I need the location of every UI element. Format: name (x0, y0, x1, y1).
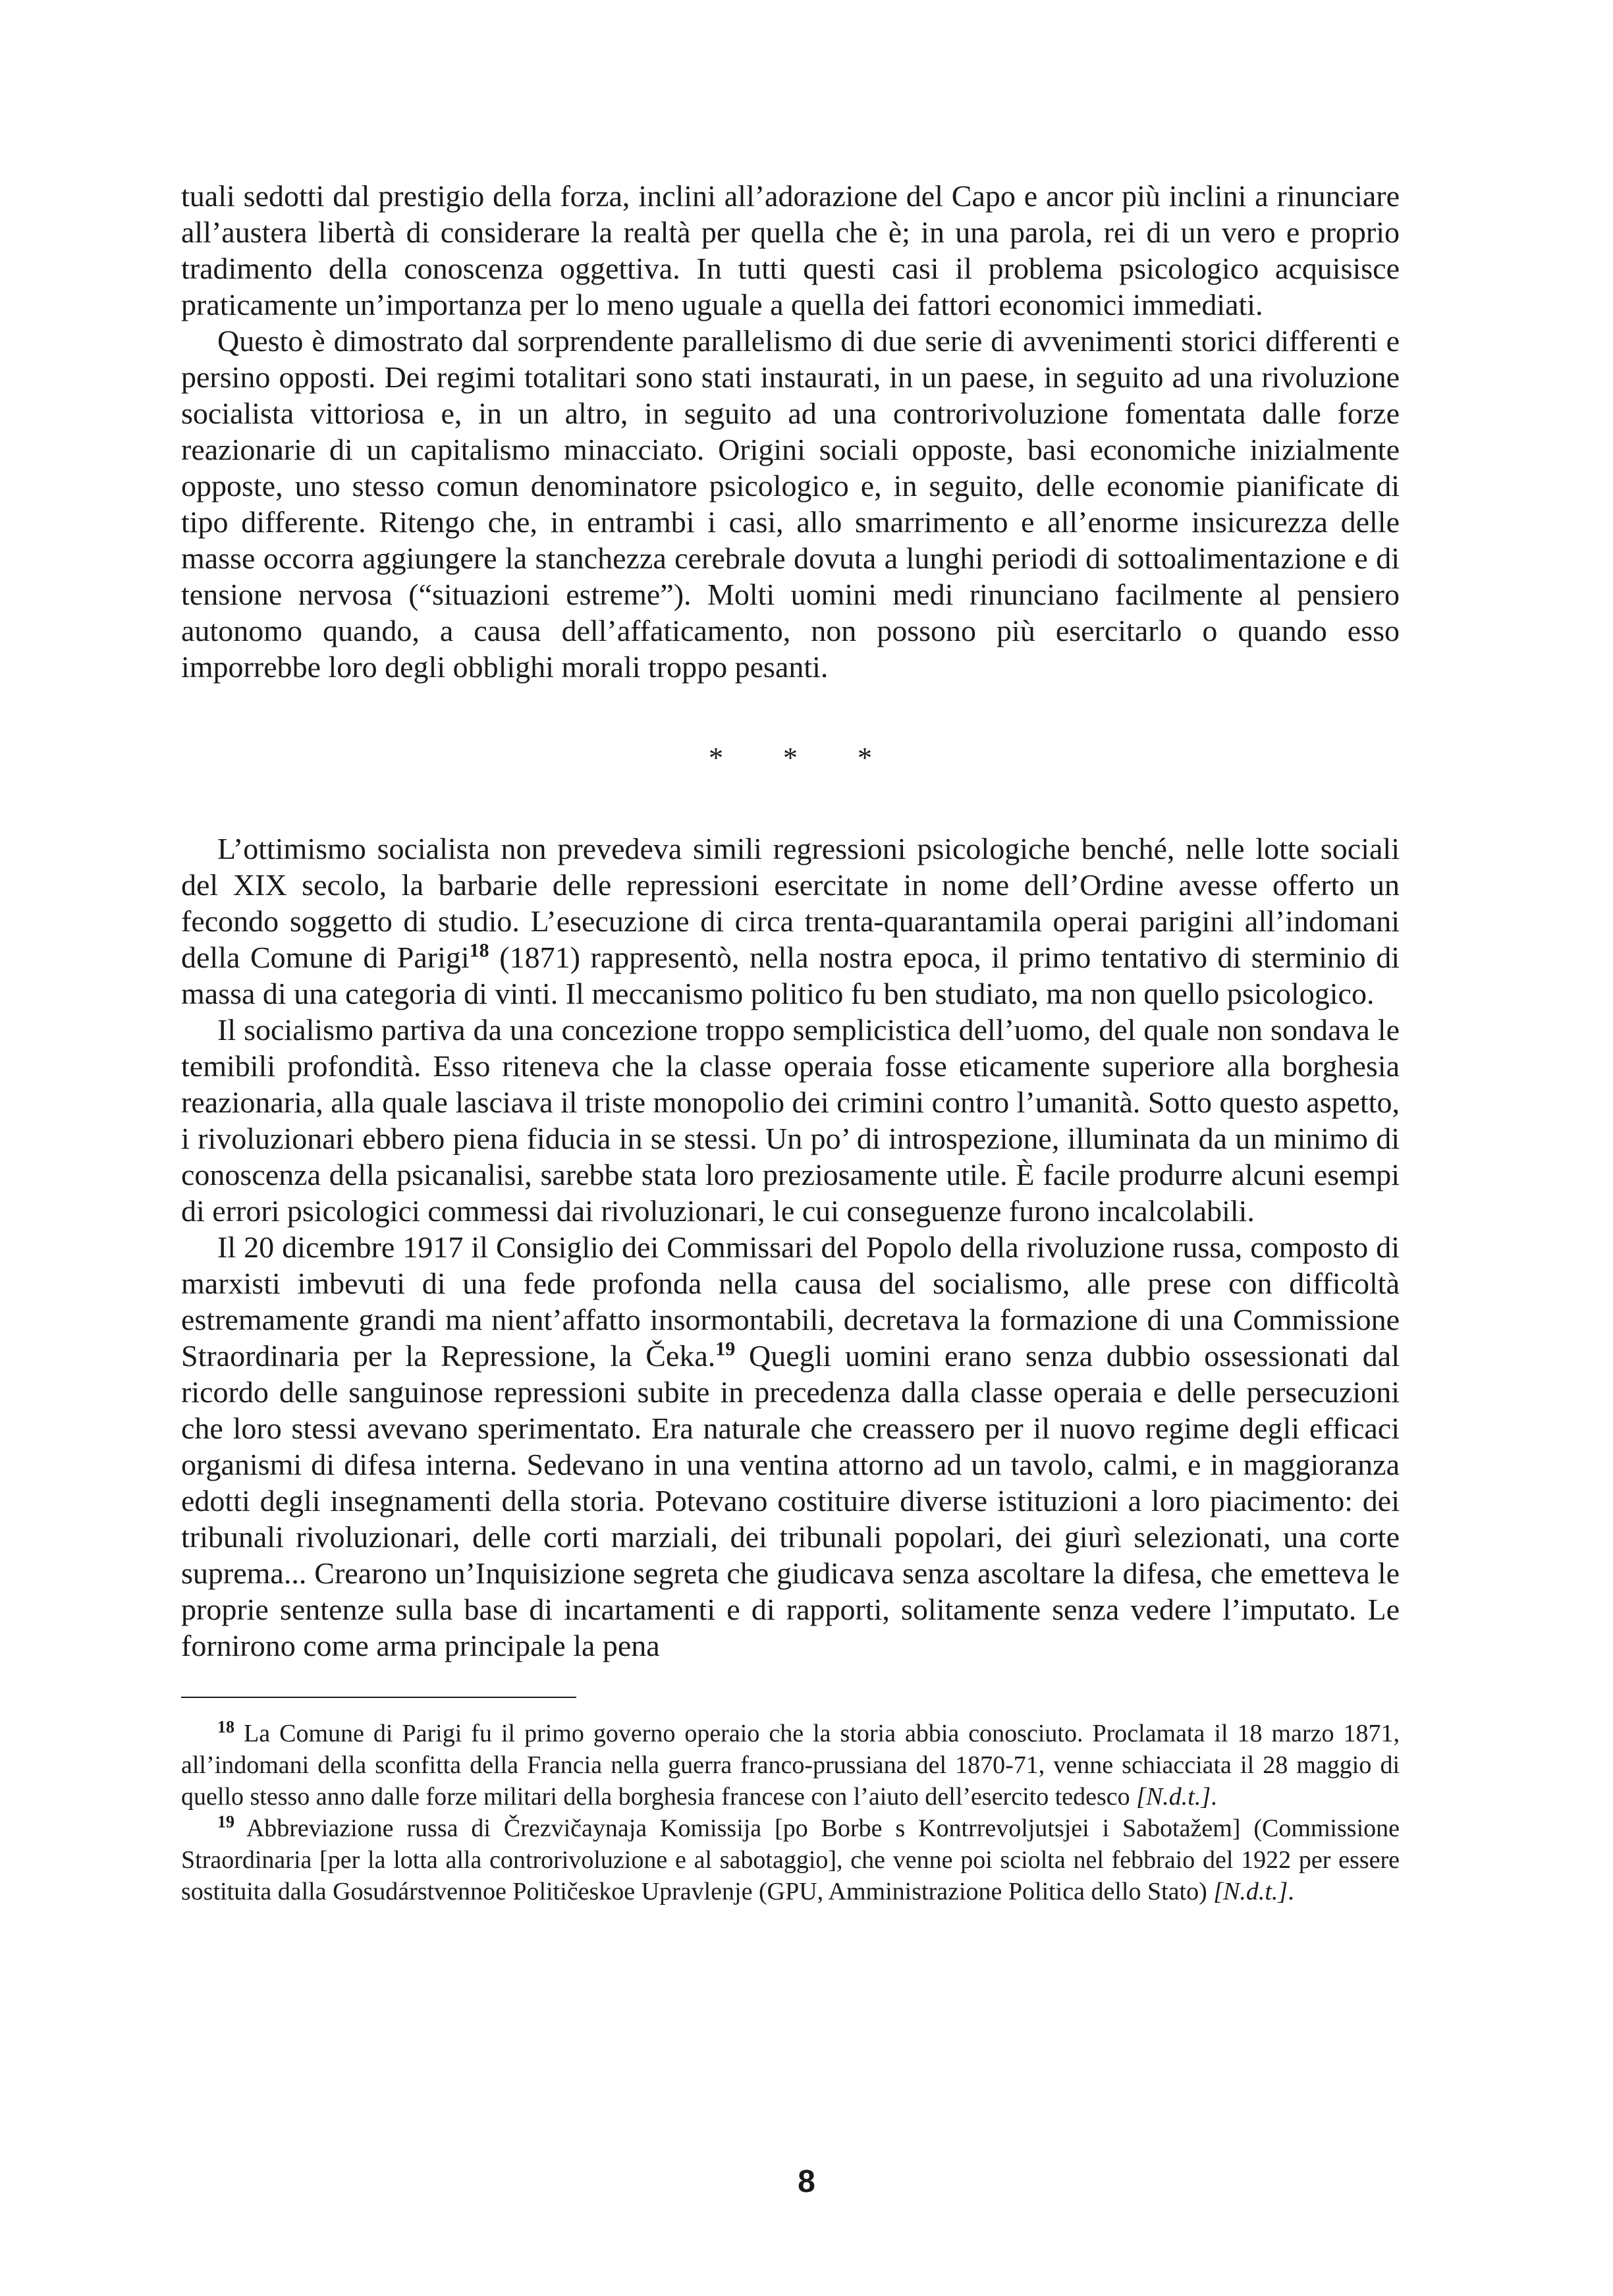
paragraph-ceka (181, 1229, 1400, 1664)
footnote-ndt: [N.d.t.] (1213, 1878, 1288, 1905)
paragraph-continuation: tuali sedotti dal prestigio della forza, inclini all’adorazione del Capo e ancor più inclini a rinunciare all’austera libertà di considerare la realtà per quella che è; in una parola, rei di un vero e proprio tradimento della conoscenza oggettiva. In tutti questi casi il problema psicologico acquisisce praticamente un’importanza per lo meno uguale a quella dei fattori economici immediati. (181, 179, 1400, 321)
footnote-number: 18 (217, 1717, 234, 1737)
footnote-number: 19 (217, 1812, 234, 1832)
page-body (181, 178, 1400, 1907)
paragraph-text: L’ottimismo socialista non prevedeva simili regressioni psicologiche benché, nelle lotte sociali del XIX secolo, la barbarie delle repressioni esercitate in nome dell’Ordine avesse offerto un fecondo soggetto di studio. L’esecuzione di circa trenta-quarantamila operai parigini all’indomani della Comune di Parigi (181, 832, 1400, 974)
paragraph-text: Il 20 dicembre 1917 il Consiglio dei Commissari del Popolo della rivoluzione russa, composto di marxisti imbevuti di una fede profonda nella causa del socialismo, alle prese con difficoltà estremamente grandi ma nient’affatto insormontabili, decretava la formazione di una Commissione Straordinaria per la Repressione, la Čeka. (181, 1230, 1400, 1373)
section-separator: * * * (709, 742, 898, 774)
paragraph-text: Quegli uomini erano senza dubbio ossessionati dal ricordo delle sanguinose repressioni subite in precedenza dalla classe operaia e delle persecuzioni che loro stessi avevano sperimentato. Era naturale che creassero per il nuovo regime degli efficaci organismi di difesa interna. Sedevano in una ventina attorno ad un tavolo, calmi, e in maggioranza edotti degli insegnamenti della storia. Potevano costituire diverse istituzioni a loro piacimento: dei tribunali rivoluzionari, delle corti marziali, dei tribunali popolari, dei giurì selezionati, una corte suprema... Crearono un’Inquisizione segreta che giudicava senza ascoltare la difesa, che emetteva le proprie sentenze sulla base di incartamenti e di rapporti, solitamente senza vedere l’imputato. Le fornirono come arma principale la pena (181, 1339, 1400, 1662)
paragraph-socialist-optimism (181, 831, 1400, 1012)
paragraph-parallelism: Questo è dimostrato dal sorprendente parallelismo di due serie di avvenimenti storici differenti e persino opposti. Dei regimi totalitari sono stati instaurati, in un paese, in seguito ad una rivoluzione socialista vittoriosa e, in un altro, in seguito ad una controrivoluzione fomentata dalle forze reazionarie di un capitalismo minacciato. Origini sociali opposte, basi economiche inizialmente opposte, uno stesso comun denominatore psicologico e, in seguito, delle economie pianificate di tipo differente. Ritengo che, in entrambi i casi, allo smarrimento e all’enorme insicurezza delle masse occorra aggiungere la stanchezza cerebrale dovuta a lunghi periodi di sottoalimentazione e di tensione nervosa (“situazioni estreme”). Molti uomini medi rinunciano facilmente al pensiero autonomo quando, a causa dell’affaticamento, non possono più esercitarlo o quando esso imporrebbe loro degli obblighi morali troppo pesanti. (181, 324, 1400, 684)
footnote-ref-19[interactable]: 19 (715, 1338, 736, 1360)
footnote-18 (181, 1718, 1400, 1813)
footnote-19 (181, 1813, 1400, 1907)
paragraph-socialism-conception: Il socialismo partiva da una concezione troppo semplicistica dell’uomo, del quale non sondava le temibili profondità. Esso riteneva che la classe operaia fosse eticamente superiore alla borghesia reazionaria, alla quale lasciava il triste monopolio dei crimini contro l’umanità. Sotto questo aspetto, i rivoluzionari ebbero piena fiducia in se stessi. Un po’ di introspezione, illuminata da un minimo di conoscenza della psicanalisi, sarebbe stata loro preziosamente utile. È facile produrre alcuni esempi di errori psicologici commessi dai rivoluzionari, le cui conseguenze furono incalcolabili. (181, 1013, 1400, 1228)
footnote-text: La Comune di Parigi fu il primo governo operaio che la storia abbia conosciuto. Proclamata il 18 marzo 1871, all’indomani della sconfitta della Francia nella guerra franco-prussiana del 1870-71, venne schiacciata il 28 maggio di quello stesso anno dalle forze militari della borghesia francese con l’aiuto dell’esercito tedesco (181, 1720, 1400, 1811)
footnote-divider (181, 1697, 576, 1698)
footnote-end: . (1288, 1878, 1294, 1905)
footnote-ndt: [N.d.t.] (1136, 1783, 1211, 1811)
footnote-text: Abbreviazione russa di Črezvičaynaja Komissija [po Borbe s Kontrrevoljutsjei i Sabotažem] (Commissione Straordinaria [per la lotta alla controrivoluzione e al sabotaggio], che venne poi sciolta nel febbraio del 1922 per essere sostituita dalla Gosudárstvennoe Političeskoe Upravlenje (GPU, Amministrazione Politica dello Stato) (181, 1815, 1400, 1905)
paragraph-text: (1871) rappresentò, nella nostra epoca, il primo tentativo di sterminio di massa di una categoria di vinti. Il meccanismo politico fu ben studiato, ma non quello psicologico. (181, 941, 1400, 1010)
footnote-end: . (1211, 1783, 1217, 1811)
page-number: 8 (798, 2164, 815, 2199)
footnote-ref-18[interactable]: 18 (469, 939, 489, 962)
